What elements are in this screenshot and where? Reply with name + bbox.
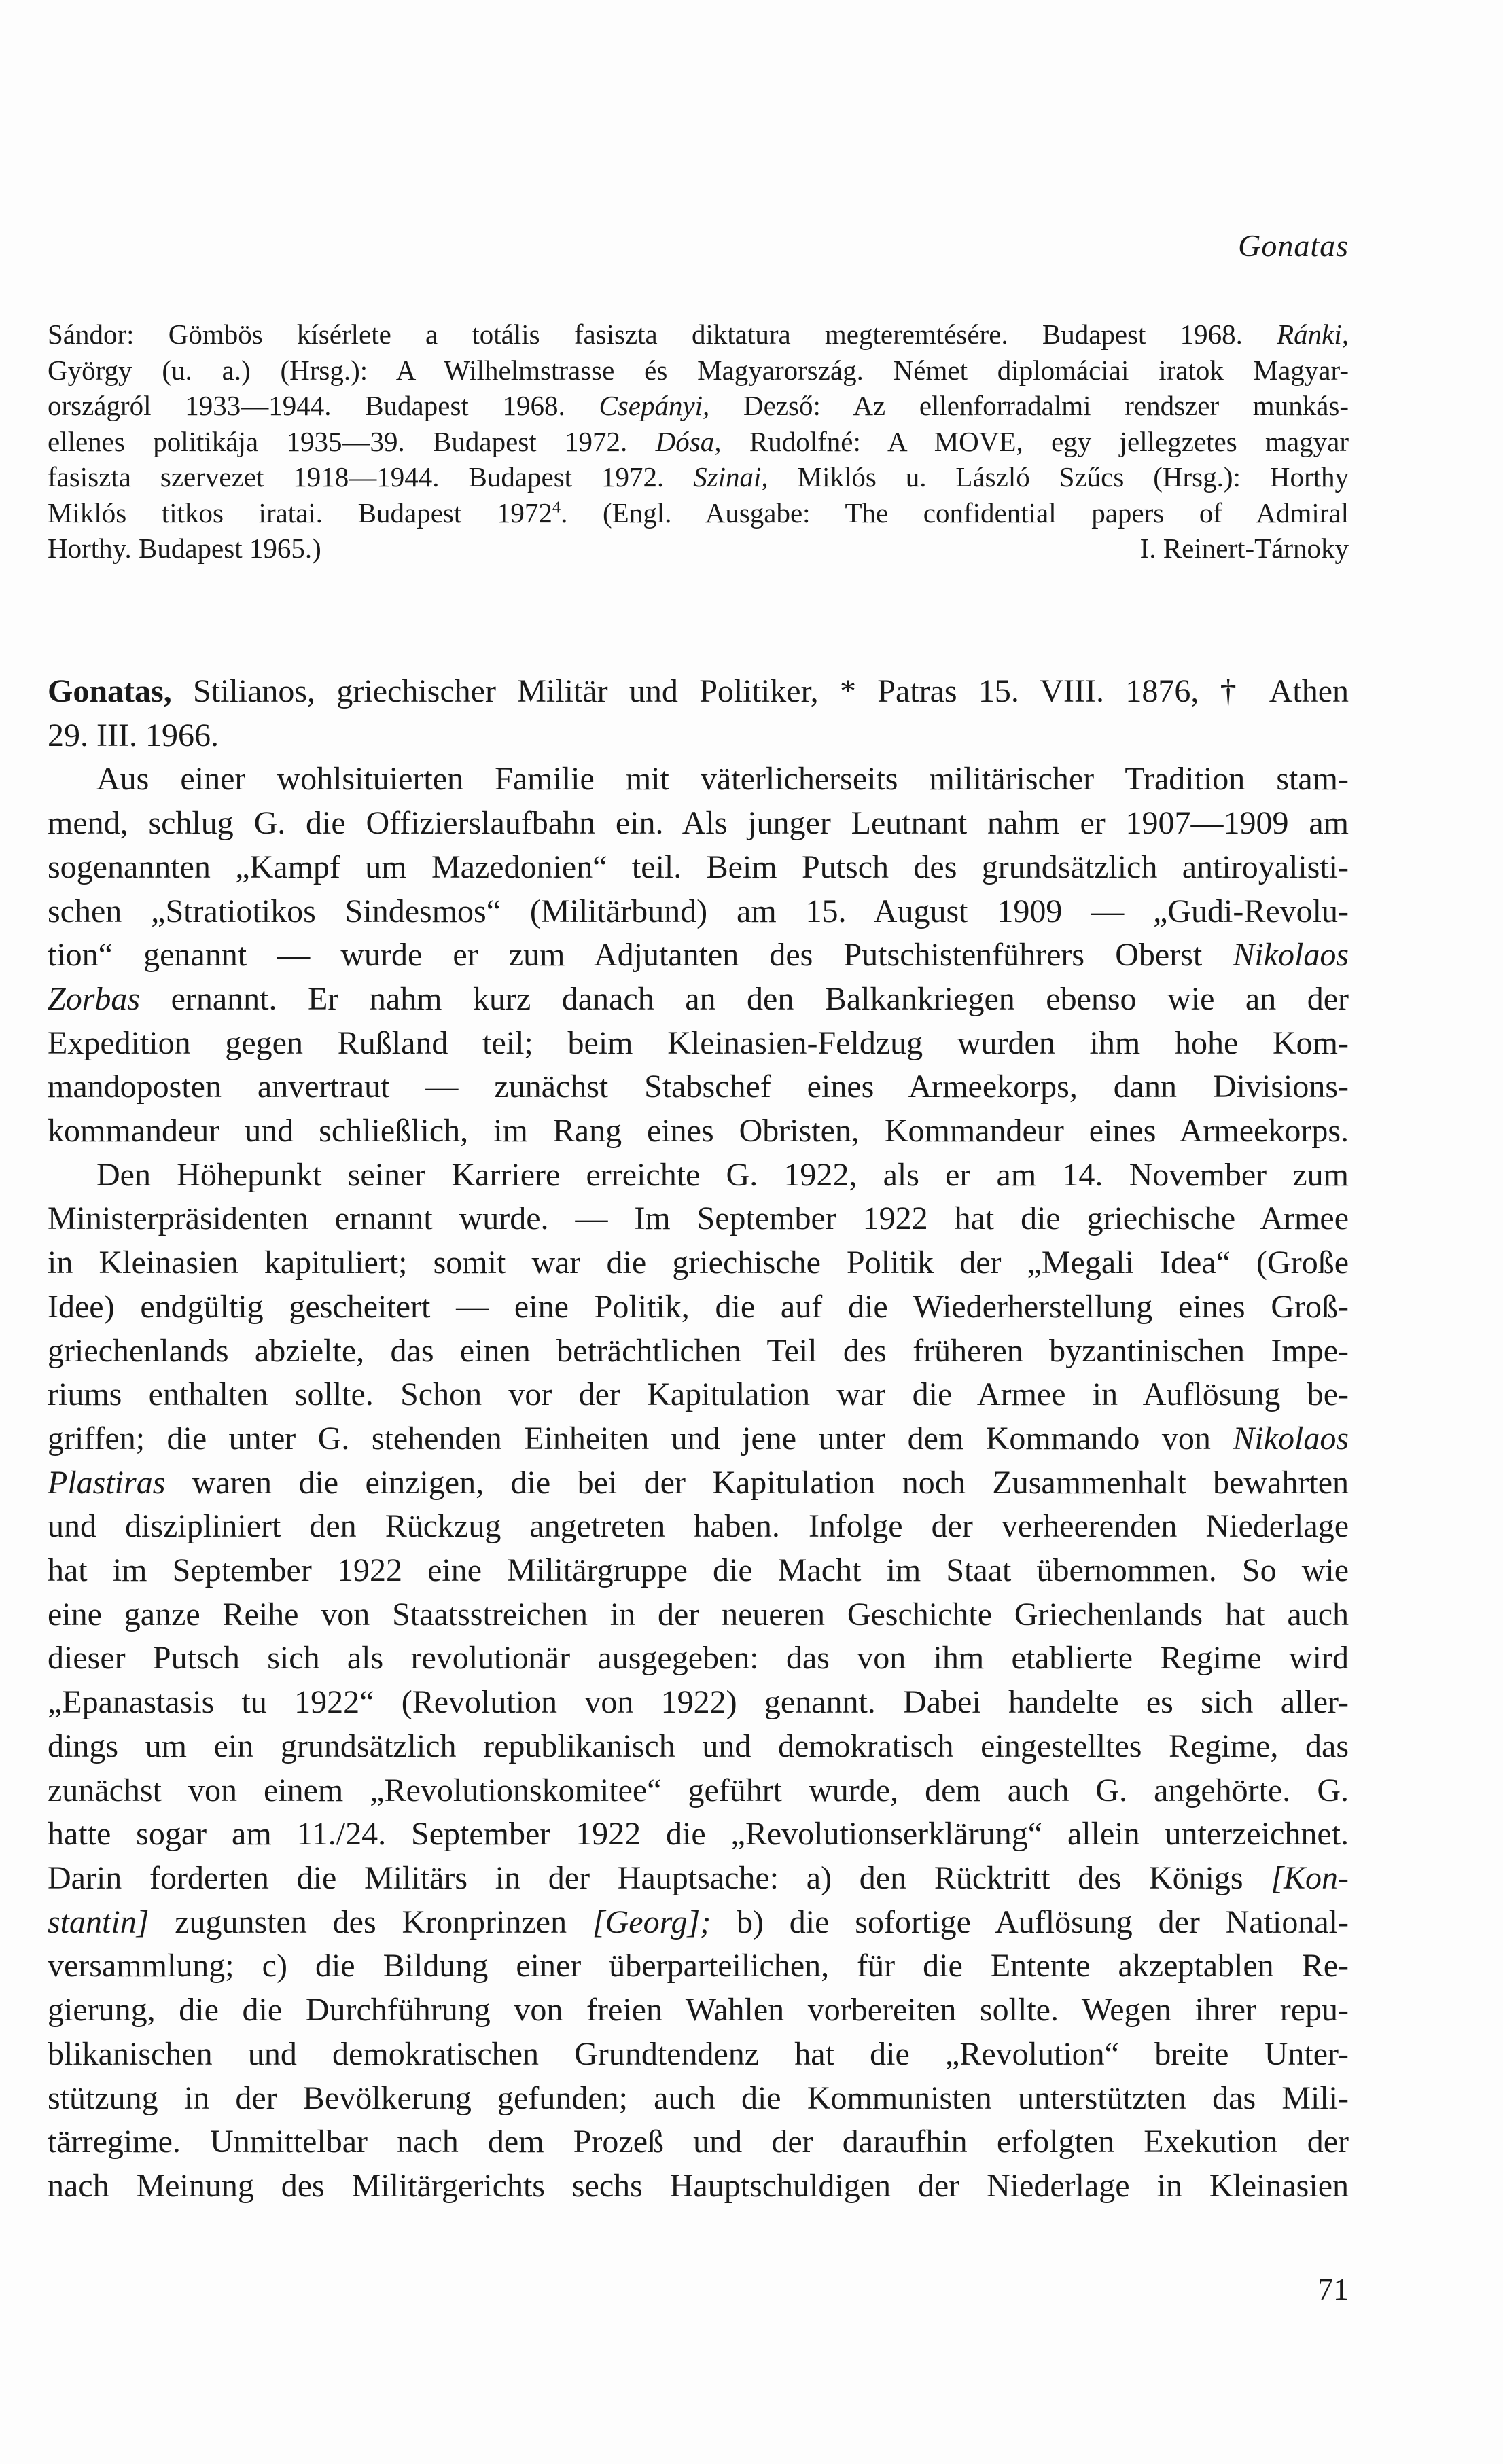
italic-name: Szinai, xyxy=(693,461,768,493)
article-line xyxy=(48,1813,1349,1857)
text-run: fasiszta szervezet 1918—1944. Budapest 1972. xyxy=(48,461,694,493)
article-line xyxy=(48,2120,1349,2164)
italic-name: Ránki, xyxy=(1277,319,1349,350)
text-run: országról 1933—1944. Budapest 1968. xyxy=(48,390,599,421)
article-line xyxy=(48,757,1349,802)
bibliography-block xyxy=(48,317,1349,567)
text-run: dings um ein grundsätzlich republikanisch und demokratisch eingestelltes Regime, das xyxy=(48,1728,1349,1764)
text-run: . (Engl. Ausgabe: The confidential papers of Admiral xyxy=(561,497,1349,529)
article-line xyxy=(48,1373,1349,1417)
article-line xyxy=(48,1241,1349,1285)
italic-name: Csepányi, xyxy=(599,390,710,421)
article-line xyxy=(48,1637,1349,1681)
edition-superscript: 4 xyxy=(552,497,561,516)
text-run: Dezső: Az ellenforradalmi rendszer munkás- xyxy=(709,390,1349,421)
text-run: „Epanastasis tu 1922“ (Revolution von 1922) genannt. Dabei handelte es sich aller- xyxy=(48,1684,1349,1721)
italic-name: [Georg]; xyxy=(592,1904,711,1940)
text-run: griffen; die unter G. stehenden Einheiten und jene unter dem Kommando von xyxy=(48,1420,1233,1457)
text-run: 29. III. 1966. xyxy=(48,717,219,753)
text-run: gierung, die die Durchführung von freien Wahlen vorbereiten sollte. Wegen ihrer repu- xyxy=(48,1992,1349,2029)
text-run: hatte sogar am 11./24. September 1922 die „Revolutionserklärung“ allein unterzeichnet. xyxy=(48,1816,1349,1853)
article-line xyxy=(48,1285,1349,1329)
bibliography-line xyxy=(48,459,1349,495)
article-line xyxy=(48,933,1349,978)
italic-name: [Kon- xyxy=(1271,1859,1349,1896)
italic-name: Zorbas xyxy=(48,980,141,1017)
text-run: in Kleinasien kapituliert; somit war die griechische Politik der „Megali Idea“ (Große xyxy=(48,1245,1349,1281)
article-line xyxy=(48,714,1349,758)
article-line xyxy=(48,1593,1349,1637)
italic-name: stantin] xyxy=(48,1904,149,1940)
text-run: schen „Stratiotikos Sindesmos“ (Militärbund) am 15. August 1909 — „Gudi-Revolu- xyxy=(48,893,1349,929)
bibliography-line xyxy=(48,388,1349,424)
article-line xyxy=(48,1417,1349,1461)
running-head: Gonatas xyxy=(1238,228,1349,263)
article-line xyxy=(48,1065,1349,1109)
bibliography-line xyxy=(48,495,1349,531)
book-page xyxy=(48,0,1349,2464)
italic-name: Nikolaos xyxy=(1233,1420,1349,1457)
text-run: Ministerpräsidenten ernannt wurde. — Im September 1922 hat die griechische Armee xyxy=(48,1200,1349,1237)
text-run: Darin forderten die Militärs in der Hauptsache: a) den Rücktritt des Königs xyxy=(48,1859,1271,1896)
text-run: Aus einer wohlsituierten Familie mit väterlicherseits militärischer Tradition stam- xyxy=(96,761,1349,798)
page-number: 71 xyxy=(1318,2272,1349,2306)
text-run: Miklós titkos iratai. Budapest 1972 xyxy=(48,497,552,529)
text-run: tärregime. Unmittelbar nach dem Prozeß und der daraufhin erfolgten Exekution der xyxy=(48,2124,1349,2160)
italic-name: Dósa, xyxy=(655,425,722,457)
text-run: griechenlands abzielte, das einen beträchtlichen Teil des früheren byzantinischen Impe- xyxy=(48,1332,1349,1369)
text-run: b) die sofortige Auflösung der National- xyxy=(711,1904,1349,1940)
text-run: tion“ genannt — wurde er zum Adjutanten des Putschistenführers Oberst xyxy=(48,937,1233,974)
article-line xyxy=(48,1857,1349,1901)
text-run: Rudolfné: A MOVE, egy jellegzetes magyar xyxy=(721,425,1349,457)
article-line xyxy=(48,802,1349,846)
text-run: zugunsten des Kronprinzen xyxy=(149,1904,593,1940)
text-run: mandoposten anvertraut — zunächst Stabschef eines Armeekorps, dann Divisions- xyxy=(48,1069,1349,1105)
text-run: Sándor: Gömbös kísérlete a totális fasiszta diktatura megteremtésére. Budapest 1968. xyxy=(48,319,1277,350)
text-run: Den Höhepunkt seiner Karriere erreichte G. 1922, als er am 14. November zum xyxy=(96,1156,1349,1193)
article-line xyxy=(48,1461,1349,1505)
text-run: Miklós u. László Szűcs (Hrsg.): Horthy xyxy=(768,461,1349,493)
text-run: Horthy. Budapest 1965.) xyxy=(48,533,321,564)
bibliography-line xyxy=(48,353,1349,389)
text-run: blikanischen und demokratischen Grundtendenz hat die „Revolution“ breite Unter- xyxy=(48,2035,1349,2072)
article-line xyxy=(48,1944,1349,1988)
text-run: sogenannten „Kampf um Mazedonien“ teil. Beim Putsch des grundsätzlich antiroyalisti- xyxy=(48,849,1349,885)
text-run: ernannt. Er nahm kurz danach an den Balkankriegen ebenso wie an der xyxy=(140,980,1349,1017)
italic-name: Nikolaos xyxy=(1233,937,1349,974)
article-line xyxy=(48,1329,1349,1374)
article-line xyxy=(48,2164,1349,2209)
article-line xyxy=(48,1022,1349,1066)
article-line xyxy=(48,846,1349,890)
text-run: nach Meinung des Militärgerichts sechs Hauptschuldigen der Niederlage in Kleinasien xyxy=(48,2167,1349,2204)
text-run: Idee) endgültig gescheitert — eine Politik, die auf die Wiederherstellung eines Groß- xyxy=(48,1288,1349,1325)
headword: Gonatas, xyxy=(48,673,172,709)
text-run: und diszipliniert den Rückzug angetreten haben. Infolge der verheerenden Niederlage xyxy=(48,1508,1349,1545)
text-run: ellenes politikája 1935—39. Budapest 1972. xyxy=(48,425,656,457)
article-line xyxy=(48,1197,1349,1241)
article-line xyxy=(48,2077,1349,2121)
text-run: kommandeur und schließlich, im Rang eines Obristen, Kommandeur eines Armeekorps. xyxy=(48,1113,1349,1149)
text-run: stützung in der Bevölkerung gefunden; auch die Kommunisten unterstützten das Mili- xyxy=(48,2079,1349,2116)
text-run: waren die einzigen, die bei der Kapitulation noch Zusammenhalt bewahrten xyxy=(165,1464,1349,1501)
text-run: hat im September 1922 eine Militärgruppe die Macht im Staat übernommen. So wie xyxy=(48,1552,1349,1589)
article-heading-line xyxy=(48,670,1349,714)
article-line xyxy=(48,1549,1349,1593)
bibliography-line xyxy=(48,424,1349,460)
article-line xyxy=(48,1505,1349,1549)
bibliography-line xyxy=(48,317,1349,353)
article-line xyxy=(48,1901,1349,1945)
italic-name: Plastiras xyxy=(48,1464,166,1501)
text-run: mend, schlug G. die Offizierslaufbahn ein. Als junger Leutnant nahm er 1907—1909 am xyxy=(48,805,1349,842)
article-line xyxy=(48,890,1349,934)
article-line xyxy=(48,1725,1349,1769)
text-run: Expedition gegen Rußland teil; beim Kleinasien-Feldzug wurden ihm hohe Kom- xyxy=(48,1024,1349,1061)
text-run: riums enthalten sollte. Schon vor der Kapitulation war die Armee in Auflösung be- xyxy=(48,1376,1349,1413)
text-run: eine ganze Reihe von Staatsstreichen in der neueren Geschichte Griechenlands hat auch xyxy=(48,1596,1349,1632)
text-run: versammlung; c) die Bildung einer überparteilichen, für die Entente akzeptablen Re- xyxy=(48,1948,1349,1984)
text-run: dieser Putsch sich als revolutionär ausgegeben: das von ihm etablierte Regime wird xyxy=(48,1640,1349,1677)
text-run: György (u. a.) (Hrsg.): A Wilhelmstrasse és Magyarország. Német diplomáciai iratok Magyar- xyxy=(48,354,1349,386)
article-line xyxy=(48,1988,1349,2033)
article-line xyxy=(48,1681,1349,1725)
text-run: zunächst von einem „Revolutionskomitee“ geführt wurde, dem auch G. angehörte. G. xyxy=(48,1772,1349,1808)
article-gonatas xyxy=(48,670,1349,2209)
bibliography-author: I. Reinert-Tárnoky xyxy=(1139,533,1349,564)
bibliography-line xyxy=(48,531,1349,567)
article-line xyxy=(48,1769,1349,1813)
article-line xyxy=(48,1154,1349,1198)
article-line xyxy=(48,2033,1349,2077)
article-line xyxy=(48,1109,1349,1154)
article-line xyxy=(48,978,1349,1022)
text-run: Stilianos, griechischer Militär und Politiker, * Patras 15. VIII. 1876, † Athen xyxy=(171,673,1349,709)
